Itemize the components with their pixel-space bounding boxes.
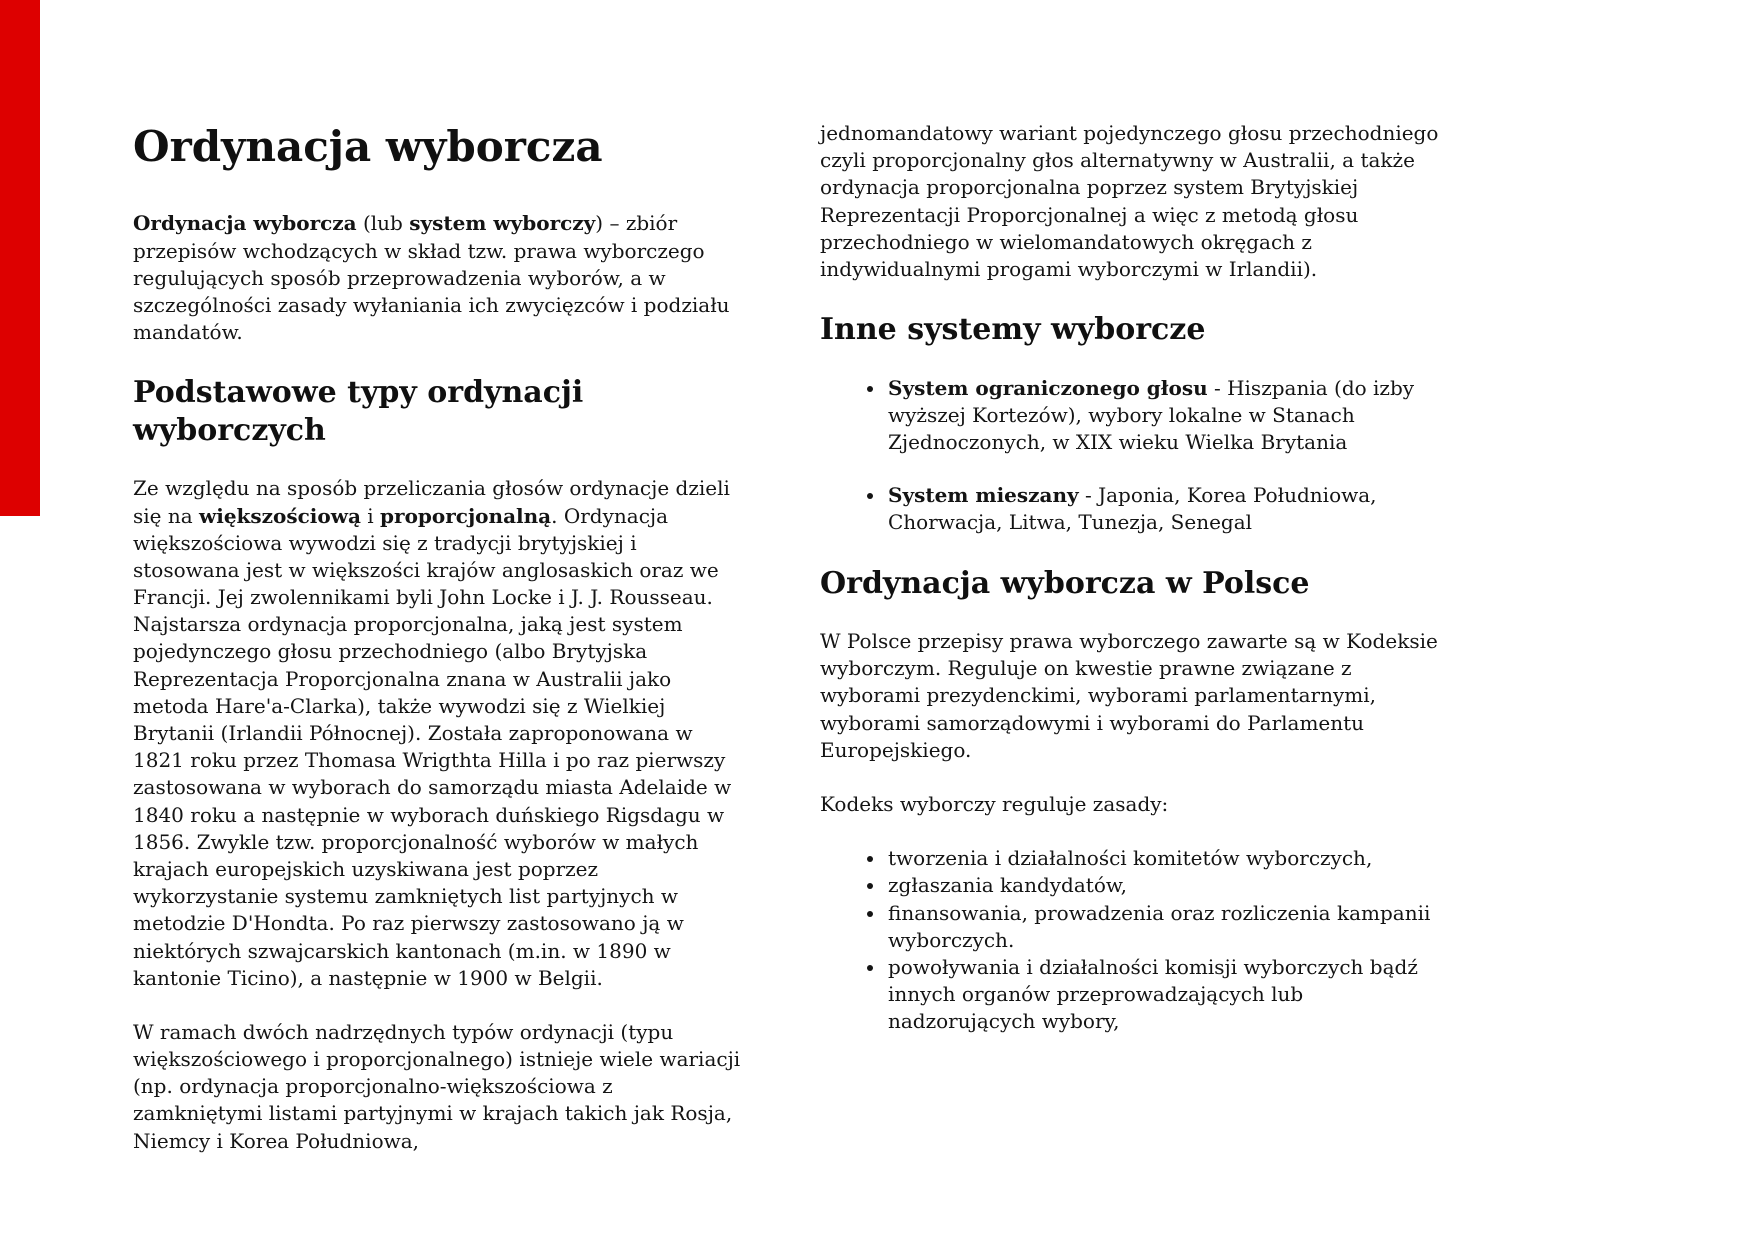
section-heading-inne-systemy: Inne systemy wyborcze — [820, 312, 1206, 348]
text-run: Kodeks wyborczy reguluje zasady: — [820, 792, 1169, 816]
text-run: Ze względu na sposób przeliczania głosów ordynacje dzieli się na — [133, 476, 730, 528]
text-run: powoływania i działalności komisji wyborczych bądź innych organów przeprowadzających lub nadzorujących wybory, — [888, 954, 1418, 1034]
kodeks-rules-list — [820, 845, 1442, 1035]
text-run: finansowania, prowadzenia oraz rozliczenia kampanii wyborczych. — [888, 900, 1431, 952]
text-run: W ramach dwóch nadrzędnych typów ordynacji (typu większościowego i proporcjonalnego) istnieje wiele wariacji (np. ordynacja proporcjonalno-większościowa z zamkniętymi listami partyjnymi w krajach takich jak Rosja, Niemcy i Korea Południowa, — [133, 1019, 741, 1153]
bold-text: Ordynacja wyborcza — [133, 211, 357, 236]
section-heading-ordynacja-w-polsce: Ordynacja wyborcza w Polsce — [820, 565, 1310, 601]
bold-text: większościową — [199, 503, 361, 528]
list-item — [886, 900, 1442, 954]
text-run: zgłaszania kandydatów, — [888, 873, 1127, 898]
list-item — [886, 872, 1442, 899]
bold-text: proporcjonalną — [380, 503, 552, 528]
text-run: (lub — [356, 211, 410, 236]
list-item — [886, 845, 1442, 872]
text-run: tworzenia i działalności komitetów wyborczych, — [888, 846, 1373, 871]
text-run: i — [360, 503, 381, 528]
list-item — [886, 954, 1442, 1036]
text-run: ) – zbiór przepisów wchodzących w skład tzw. prawa wyborczego regulujących sposób przeprowadzenia wyborów, a w szczególności zasady wyłaniania ich zwycięzców i podziału mandatów. — [133, 211, 730, 345]
bold-text: System mieszany — [888, 483, 1079, 508]
article-title: Ordynacja wyborcza — [133, 122, 603, 171]
poland-paragraph — [820, 628, 1442, 764]
text-run: - Japonia, Korea Południowa, Chorwacja, Litwa, Tunezja, Senegal — [888, 483, 1377, 535]
types-paragraph — [133, 475, 748, 992]
bold-text: system wyborczy — [409, 211, 596, 236]
text-run: W Polsce przepisy prawa wyborczego zawarte są w Kodeksie wyborczym. Reguluje on kwestie prawne związane z wyborami prezydenckimi, wyborami parlamentarnymi, wyborami samorządowymi i wyborami do Parlamentu Europejskiego. — [820, 629, 1438, 762]
bold-text: System ograniczonego głosu — [888, 375, 1208, 400]
electoral-systems-list — [820, 375, 1442, 537]
text-run: . Ordynacja większościowa wywodzi się z tradycji brytyjskiej i stosowana jest w większości krajów anglosaskich oraz we Francji. Jej zwolennikami byli John Locke i J. J. Rousseau. Najstarsza ordynacja proporcjonalna, jaką jest system pojedynczego głosu przechodniego (albo Brytyjska Reprezentacja Proporcjonalna znana w Australii jako metoda Hare'a-Clarka), także wywodzi się z Wielkiej Brytanii (Irlandii Północnej). Została zaproponowana w 1821 roku przez Thomasa Wrigthta Hilla i po raz pierwszy zastosowana w wyborach do samorządu miasta Adelaide w 1840 roku a następnie w wyborach duńskiego Rigsdagu w 1856. Zwykle tzw. proporcjonalność wyborów w małych krajach europejskich uzyskiwana jest poprzez wykorzystanie systemu zamkniętych list partyjnych w metodzie D'Hondta. Po raz pierwszy zastosowano ją w niektórych szwajcarskich kantonach (m.in. w 1890 w kantonie Ticino), a następnie w 1900 w Belgii. — [133, 503, 732, 990]
red-ribbon-marker — [0, 0, 40, 516]
variations-paragraph-continuation — [820, 120, 1442, 283]
section-heading-podstawowe-typy: Podstawowe typy ordynacji wyborczych — [133, 375, 584, 448]
variations-paragraph — [133, 1019, 748, 1155]
left-column — [133, 122, 748, 1182]
list-item — [886, 482, 1442, 536]
right-column — [820, 120, 1442, 1063]
list-item — [886, 375, 1442, 457]
text-run: jednomandatowy wariant pojedynczego głosu przechodniego czyli proporcjonalny głos alternatywny w Australii, a także ordynacja proporcjonalna poprzez system Brytyjskiej Reprezentacji Proporcjonalnej a więc z metodą głosu przechodniego w wielomandatowych okręgach z indywidualnymi progami wyborczymi w Irlandii). — [820, 121, 1439, 281]
intro-paragraph — [133, 210, 748, 346]
kodeks-lead-paragraph — [820, 791, 1442, 818]
text-run: - Hiszpania (do izby wyższej Kortezów), wybory lokalne w Stanach Zjednoczonych, w XIX wieku Wielka Brytania — [888, 375, 1415, 454]
